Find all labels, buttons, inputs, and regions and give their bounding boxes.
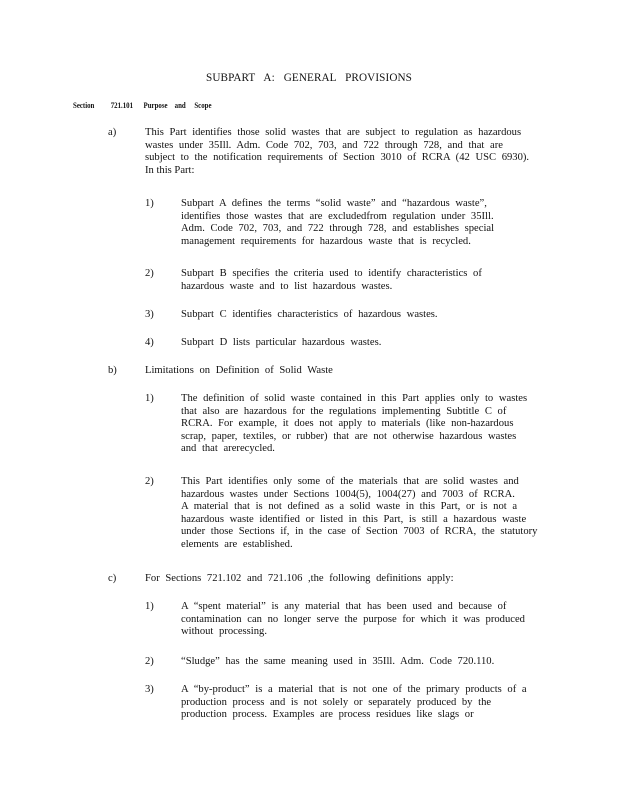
page-title: SUBPART A: GENERAL PROVISIONS [206, 72, 412, 84]
section-word-scope: Scope [194, 101, 212, 110]
section-heading [73, 100, 212, 113]
list-item-text [181, 393, 527, 456]
section-label: Section [73, 101, 95, 110]
subsection-text [145, 365, 333, 378]
text-line: A material that is not defined as a solid waste in this Part, or is not a [181, 501, 518, 513]
text-line: production process and is not solely or separately produced by the [181, 696, 492, 708]
text-line: Subpart B specifies the criteria used to identify characteristics of [181, 268, 482, 279]
text-line: A “spent material” is any material that has been used and because of [181, 601, 507, 612]
text-line: This Part identifies only some of the materials that are solid wastes and [181, 476, 519, 487]
text-line: scrap, paper, textiles, or rubber) that are not otherwise hazardous wastes [181, 430, 517, 442]
text-line: elements are established. [181, 538, 293, 550]
text-line: The definition of solid waste contained in this Part applies only to wastes [181, 393, 528, 404]
section-number: 721.101 [110, 101, 134, 110]
list-item-marker: 1) [145, 601, 154, 612]
list-item-marker: 1) [145, 198, 154, 209]
text-line: Subpart C identifies characteristics of hazardous wastes. [181, 309, 438, 320]
text-line: subject to the notification requirements of Section 3010 of RCRA (42 USC 6930). [145, 152, 530, 164]
text-line: hazardous wastes under Sections 1004(5), 1004(27) and 7003 of RCRA. [181, 488, 515, 500]
list-item-marker: 3) [145, 684, 154, 695]
text-line: In this Part: [145, 164, 195, 176]
list-item-text [181, 198, 494, 248]
text-line: hazardous waste and to list hazardous wastes. [181, 280, 393, 292]
text-line: For Sections 721.102 and 721.106 ,the following definitions apply: [145, 573, 454, 584]
list-item-marker: 2) [145, 268, 154, 279]
text-line: under those Sections if, in the case of Section 7003 of RCRA, the statutory [181, 526, 538, 538]
list-item-marker: 2) [145, 476, 154, 487]
text-line: without processing. [181, 626, 267, 638]
subsection-text [145, 127, 529, 177]
list-item-text [181, 268, 482, 293]
text-line: identifies those wastes that are excludedfrom regulation under 35Ill. [181, 210, 494, 222]
list-item-text [181, 684, 527, 722]
text-line: RCRA. For example, it does not apply to materials (like non-hazardous [181, 418, 514, 430]
list-item-marker: 3) [145, 309, 154, 320]
text-line: Adm. Code 702, 703, and 722 through 728, and establishes special [181, 223, 495, 235]
subsection-marker: b) [108, 365, 117, 376]
text-line: management requirements for hazardous waste that is recycled. [181, 235, 471, 247]
list-item-marker: 2) [145, 656, 154, 667]
list-item-text [181, 309, 438, 322]
subsection-marker: c) [108, 573, 117, 584]
text-line: Limitations on Definition of Solid Waste [145, 365, 333, 376]
text-line: A “by-product” is a material that is not one of the primary products of a [181, 684, 527, 695]
list-item-marker: 1) [145, 393, 154, 404]
text-line: This Part identifies those solid wastes that are subject to regulation as hazardous [145, 127, 522, 138]
list-item-text [181, 656, 494, 669]
text-line: contamination can no longer serve the purpose for which it was produced [181, 613, 525, 625]
section-word-and: and [174, 101, 186, 110]
text-line: Subpart D lists particular hazardous wastes. [181, 337, 382, 348]
text-line: that also are hazardous for the regulations implementing Subtitle C of [181, 405, 507, 417]
list-item-text [181, 337, 381, 350]
text-line: production process. Examples are process residues like slags or [181, 709, 474, 721]
subsection-marker: a) [108, 127, 117, 138]
text-line: Subpart A defines the terms “solid waste” and “hazardous waste”, [181, 198, 487, 209]
text-line: hazardous waste identified or listed in this Part, is still a hazardous waste [181, 513, 527, 525]
text-line: and that arerecycled. [181, 443, 275, 455]
list-item-marker: 4) [145, 337, 154, 348]
subsection-text [145, 573, 454, 586]
text-line: “Sludge” has the same meaning used in 35Ill. Adm. Code 720.110. [181, 656, 495, 667]
section-word-purpose: Purpose [143, 101, 168, 110]
list-item-text [181, 476, 537, 552]
list-item-text [181, 601, 525, 639]
text-line: wastes under 35Ill. Adm. Code 702, 703, and 722 through 728, and that are [145, 139, 503, 151]
